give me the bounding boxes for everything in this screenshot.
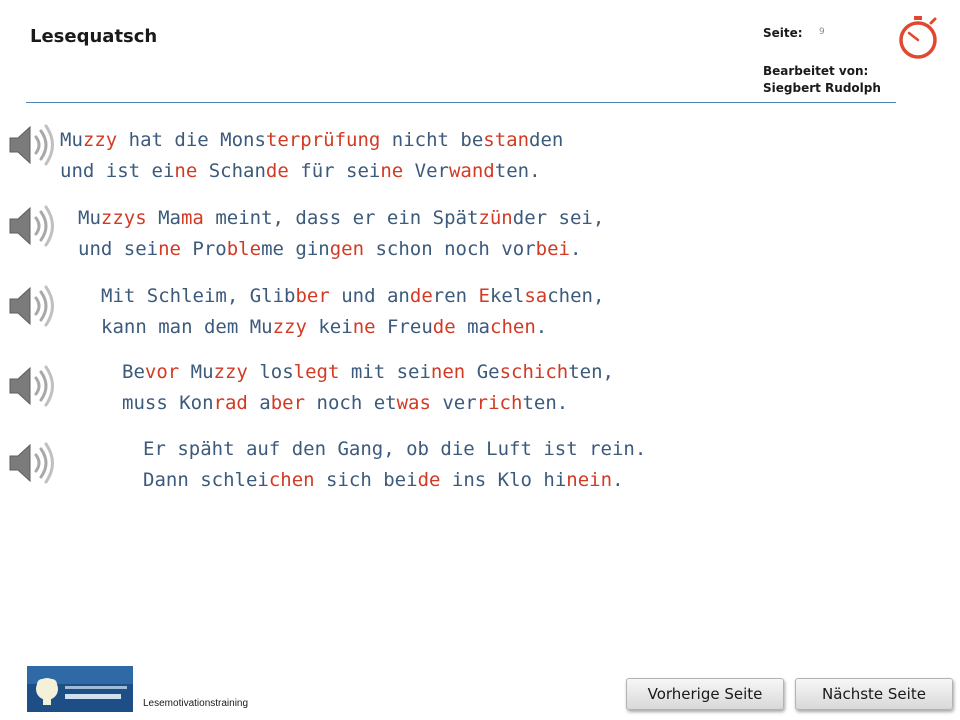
text-segment: ma: [455, 316, 490, 338]
highlighted-syllable: legt: [293, 361, 340, 383]
highlighted-syllable: rich: [476, 392, 523, 414]
highlighted-syllable: rad: [213, 392, 248, 414]
highlighted-syllable: chen: [490, 316, 536, 338]
text-segment: Mu: [179, 361, 214, 383]
text-segment: kann man dem Mu: [101, 316, 273, 338]
text-segment: Ver: [403, 160, 449, 182]
verse-2: [78, 203, 604, 265]
text-segment: Schan: [197, 160, 266, 182]
text-segment: schon noch vor: [364, 238, 536, 260]
highlighted-syllable: E: [478, 285, 490, 307]
text-segment: .: [612, 469, 624, 491]
text-segment: los: [247, 361, 294, 383]
text-segment: kei: [306, 316, 353, 338]
highlighted-syllable: stan: [483, 129, 530, 151]
highlighted-syllable: gen: [329, 238, 365, 260]
highlighted-syllable: de: [432, 316, 456, 338]
text-segment: Dann schlei: [143, 469, 269, 491]
verse-line: [60, 156, 563, 187]
text-segment: ren: [432, 285, 479, 307]
text-segment: muss Kon: [122, 392, 214, 414]
text-segment: sich bei: [314, 469, 418, 491]
highlighted-syllable: ne: [380, 160, 404, 182]
highlighted-syllable: was: [396, 392, 431, 414]
text-segment: Mu: [60, 129, 83, 151]
text-segment: Be: [122, 361, 145, 383]
stopwatch-icon[interactable]: [895, 14, 941, 60]
previous-page-button[interactable]: Vorherige Seite: [626, 678, 784, 710]
text-segment: ten.: [522, 392, 569, 414]
speaker-icon[interactable]: [6, 203, 56, 249]
verse-line: [101, 312, 604, 343]
text-segment: a: [247, 392, 271, 414]
highlighted-syllable: zün: [478, 207, 513, 229]
text-segment: kel: [489, 285, 525, 307]
highlighted-syllable: ber: [270, 392, 306, 414]
verse-line: [122, 357, 614, 388]
highlighted-syllable: zzy: [82, 129, 118, 151]
text-segment: Ma: [146, 207, 181, 229]
verse-5: [143, 434, 646, 496]
text-segment: Er späht auf den Gang, ob die Luft ist rein.: [143, 438, 647, 460]
highlighted-syllable: ber: [295, 285, 330, 307]
text-segment: den: [529, 129, 564, 151]
speaker-icon[interactable]: [6, 363, 56, 409]
verse-line: [101, 281, 604, 312]
highlighted-syllable: ble: [226, 238, 262, 260]
highlighted-syllable: schich: [499, 361, 569, 383]
speaker-icon[interactable]: [6, 122, 56, 168]
page-number: 9: [819, 27, 825, 37]
text-segment: und sei: [78, 238, 159, 260]
highlighted-syllable: nein: [566, 469, 613, 491]
verse-line: [78, 203, 604, 234]
highlighted-syllable: sa: [524, 285, 548, 307]
highlighted-syllable: ma: [180, 207, 204, 229]
text-segment: und ist ei: [60, 160, 175, 182]
text-segment: ten.: [494, 160, 541, 182]
page-title: Lesequatsch: [30, 26, 158, 47]
text-segment: Ge: [465, 361, 500, 383]
text-segment: me gin: [261, 238, 330, 260]
verse-4: [122, 357, 614, 419]
text-segment: chen,: [547, 285, 605, 307]
text-segment: mit sei: [339, 361, 431, 383]
highlighted-syllable: wand: [448, 160, 495, 182]
text-segment: und an: [329, 285, 410, 307]
verse-line: [60, 125, 563, 156]
highlighted-syllable: zzy: [213, 361, 248, 383]
next-page-button[interactable]: Nächste Seite: [795, 678, 953, 710]
verse-line: [78, 234, 604, 265]
highlighted-syllable: de: [409, 285, 433, 307]
text-segment: Mit Schleim, Glib: [101, 285, 296, 307]
highlighted-syllable: nen: [430, 361, 466, 383]
highlighted-syllable: ne: [174, 160, 198, 182]
header-divider: [26, 102, 896, 103]
text-segment: hat die Mons: [117, 129, 266, 151]
speaker-icon[interactable]: [6, 440, 56, 486]
text-segment: ver: [430, 392, 477, 414]
text-segment: .: [569, 238, 582, 260]
page-label: Seite:: [763, 26, 803, 40]
verse-line: [122, 388, 614, 419]
text-segment: ten,: [568, 361, 614, 383]
text-segment: .: [535, 316, 548, 338]
highlighted-syllable: bei: [535, 238, 570, 260]
footer-subtitle: Lesemotivationstraining: [143, 698, 249, 709]
text-segment: für sei: [288, 160, 381, 182]
verse-3: [101, 281, 604, 343]
highlighted-syllable: ne: [352, 316, 376, 338]
highlighted-syllable: chen: [268, 469, 315, 491]
text-segment: Mu: [78, 207, 101, 229]
verse-line: [143, 434, 646, 465]
text-segment: Freu: [375, 316, 433, 338]
highlighted-syllable: terprüfung: [265, 129, 381, 151]
highlighted-syllable: zzys: [100, 207, 147, 229]
text-segment: noch et: [305, 392, 397, 414]
text-segment: meint, dass er ein Spät: [203, 207, 479, 229]
edited-by-label: Bearbeitet von:: [763, 64, 869, 78]
highlighted-syllable: ne: [158, 238, 181, 260]
speaker-icon[interactable]: [6, 283, 56, 329]
lesekoch-logo: [27, 666, 133, 712]
highlighted-syllable: vor: [144, 361, 180, 383]
verse-line: [143, 465, 646, 496]
highlighted-syllable: de: [265, 160, 289, 182]
text-segment: ins Klo hi: [440, 469, 567, 491]
text-segment: nicht be: [380, 129, 484, 151]
verse-1: [60, 125, 563, 187]
text-segment: der sei,: [512, 207, 605, 229]
editor-name: Siegbert Rudolph: [763, 81, 881, 95]
text-segment: Pro: [180, 238, 227, 260]
highlighted-syllable: de: [417, 469, 441, 491]
highlighted-syllable: zzy: [272, 316, 307, 338]
